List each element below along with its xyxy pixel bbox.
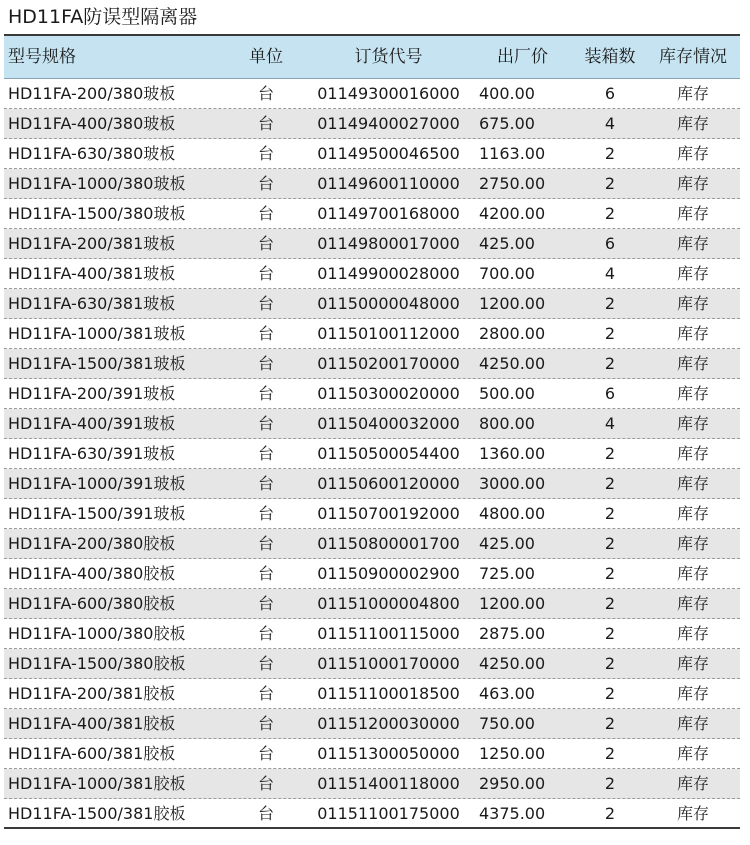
cell-model: HD11FA-200/380玻板	[8, 84, 176, 103]
cell-model: HD11FA-200/391玻板	[8, 384, 176, 403]
cell-model: HD11FA-1500/380胶板	[8, 654, 186, 673]
cell-model: HD11FA-1000/391玻板	[8, 474, 186, 493]
cell-price: 2950.00	[479, 774, 546, 793]
cell-order-code: 01151400118000	[317, 774, 460, 793]
cell-model: HD11FA-400/381胶板	[8, 714, 176, 733]
table-row	[4, 769, 740, 799]
cell-price: 4375.00	[479, 804, 546, 823]
cell-stock: 库存	[676, 204, 709, 223]
cell-order-code: 01151100115000	[317, 624, 460, 643]
cell-order-code: 01150300020000	[317, 384, 460, 403]
cell-order-code: 01150700192000	[317, 504, 460, 523]
cell-price: 700.00	[479, 264, 535, 283]
cell-stock: 库存	[676, 654, 709, 673]
cell-order-code: 01149400027000	[317, 114, 460, 133]
cell-pack-qty: 2	[604, 714, 616, 733]
cell-stock: 库存	[676, 324, 709, 343]
header-pack-qty: 装箱数	[584, 47, 636, 67]
cell-pack-qty: 2	[604, 804, 616, 823]
cell-stock: 库存	[676, 504, 709, 523]
cell-stock: 库存	[676, 114, 709, 133]
cell-model: HD11FA-400/380玻板	[8, 114, 176, 133]
cell-model: HD11FA-200/380胶板	[8, 534, 176, 553]
table-body	[4, 79, 740, 829]
cell-pack-qty: 2	[604, 624, 616, 643]
cell-model: HD11FA-1500/381胶板	[8, 804, 186, 823]
cell-unit: 台	[257, 564, 274, 583]
cell-unit: 台	[257, 414, 274, 433]
cell-price: 1200.00	[479, 594, 546, 613]
table-row	[4, 109, 740, 139]
cell-stock: 库存	[676, 444, 709, 463]
table-row	[4, 619, 740, 649]
cell-model: HD11FA-600/381胶板	[8, 744, 176, 763]
cell-model: HD11FA-630/391玻板	[8, 444, 176, 463]
cell-pack-qty: 2	[604, 504, 616, 523]
table-row	[4, 79, 740, 109]
cell-order-code: 01150600120000	[317, 474, 460, 493]
cell-order-code: 01150200170000	[317, 354, 460, 373]
cell-stock: 库存	[676, 624, 709, 643]
table-row	[4, 799, 740, 829]
cell-order-code: 01151100018500	[317, 684, 460, 703]
cell-model: HD11FA-630/381玻板	[8, 294, 176, 313]
cell-order-code: 01149800017000	[317, 234, 460, 253]
cell-unit: 台	[257, 804, 274, 823]
cell-price: 1250.00	[479, 744, 546, 763]
table-row	[4, 559, 740, 589]
cell-unit: 台	[257, 504, 274, 523]
table-row	[4, 439, 740, 469]
cell-stock: 库存	[676, 234, 709, 253]
cell-price: 4250.00	[479, 354, 546, 373]
table-row	[4, 199, 740, 229]
cell-stock: 库存	[676, 474, 709, 493]
table-row	[4, 589, 740, 619]
cell-order-code: 01149300016000	[317, 84, 460, 103]
table-row	[4, 169, 740, 199]
cell-order-code: 01149500046500	[317, 144, 460, 163]
cell-stock: 库存	[676, 594, 709, 613]
cell-stock: 库存	[676, 804, 709, 823]
page-title: HD11FA防误型隔离器	[8, 6, 198, 28]
cell-model: HD11FA-600/380胶板	[8, 594, 176, 613]
table-row	[4, 349, 740, 379]
cell-order-code: 01151000004800	[317, 594, 460, 613]
cell-price: 4800.00	[479, 504, 546, 523]
cell-stock: 库存	[676, 84, 709, 103]
cell-unit: 台	[257, 474, 274, 493]
table-row	[4, 139, 740, 169]
cell-pack-qty: 4	[604, 264, 616, 283]
table-row	[4, 229, 740, 259]
cell-order-code: 01150100112000	[317, 324, 460, 343]
cell-price: 425.00	[479, 534, 535, 553]
header-model: 型号规格	[8, 47, 76, 67]
cell-unit: 台	[257, 744, 274, 763]
cell-price: 1200.00	[479, 294, 546, 313]
cell-model: HD11FA-630/380玻板	[8, 144, 176, 163]
table-row	[4, 259, 740, 289]
cell-unit: 台	[257, 324, 274, 343]
cell-unit: 台	[257, 204, 274, 223]
cell-stock: 库存	[676, 294, 709, 313]
cell-model: HD11FA-1500/380玻板	[8, 204, 186, 223]
cell-stock: 库存	[676, 774, 709, 793]
cell-pack-qty: 6	[604, 84, 616, 103]
cell-unit: 台	[257, 144, 274, 163]
cell-model: HD11FA-1000/380玻板	[8, 174, 186, 193]
cell-stock: 库存	[676, 384, 709, 403]
cell-price: 2800.00	[479, 324, 546, 343]
table-row	[4, 289, 740, 319]
cell-stock: 库存	[676, 684, 709, 703]
cell-pack-qty: 2	[604, 324, 616, 343]
cell-unit: 台	[257, 264, 274, 283]
cell-pack-qty: 2	[604, 744, 616, 763]
cell-stock: 库存	[676, 264, 709, 283]
cell-model: HD11FA-1500/391玻板	[8, 504, 186, 523]
cell-price: 4250.00	[479, 654, 546, 673]
cell-order-code: 01151300050000	[317, 744, 460, 763]
table-row	[4, 499, 740, 529]
table-header-row	[4, 36, 740, 79]
cell-price: 500.00	[479, 384, 535, 403]
table-row	[4, 319, 740, 349]
cell-order-code: 01149700168000	[317, 204, 460, 223]
cell-unit: 台	[257, 354, 274, 373]
cell-stock: 库存	[676, 174, 709, 193]
table-row	[4, 679, 740, 709]
cell-stock: 库存	[676, 354, 709, 373]
cell-price: 3000.00	[479, 474, 546, 493]
cell-order-code: 01149900028000	[317, 264, 460, 283]
cell-stock: 库存	[676, 414, 709, 433]
cell-price: 750.00	[479, 714, 535, 733]
cell-order-code: 01150400032000	[317, 414, 460, 433]
cell-unit: 台	[257, 774, 274, 793]
cell-pack-qty: 4	[604, 414, 616, 433]
cell-unit: 台	[257, 84, 274, 103]
cell-model: HD11FA-1500/381玻板	[8, 354, 186, 373]
cell-unit: 台	[257, 444, 274, 463]
cell-price: 725.00	[479, 564, 535, 583]
cell-unit: 台	[257, 624, 274, 643]
cell-unit: 台	[257, 654, 274, 673]
cell-price: 400.00	[479, 84, 535, 103]
cell-price: 800.00	[479, 414, 535, 433]
cell-pack-qty: 6	[604, 384, 616, 403]
cell-price: 2750.00	[479, 174, 546, 193]
cell-order-code: 01149600110000	[317, 174, 460, 193]
cell-unit: 台	[257, 234, 274, 253]
cell-unit: 台	[257, 714, 274, 733]
cell-pack-qty: 2	[604, 564, 616, 583]
cell-unit: 台	[257, 594, 274, 613]
header-unit: 单位	[249, 47, 283, 67]
cell-model: HD11FA-200/381玻板	[8, 234, 176, 253]
header-order-code: 订货代号	[354, 47, 423, 67]
cell-order-code: 01150000048000	[317, 294, 460, 313]
cell-pack-qty: 2	[604, 594, 616, 613]
cell-order-code: 01150800001700	[317, 534, 460, 553]
table-row	[4, 649, 740, 679]
cell-stock: 库存	[676, 714, 709, 733]
cell-pack-qty: 2	[604, 174, 616, 193]
table-row	[4, 409, 740, 439]
cell-unit: 台	[257, 534, 274, 553]
cell-unit: 台	[257, 684, 274, 703]
cell-pack-qty: 2	[604, 204, 616, 223]
cell-order-code: 01150500054400	[317, 444, 460, 463]
cell-model: HD11FA-400/391玻板	[8, 414, 176, 433]
cell-pack-qty: 2	[604, 474, 616, 493]
table-row	[4, 469, 740, 499]
cell-stock: 库存	[676, 564, 709, 583]
cell-price: 425.00	[479, 234, 535, 253]
product-table	[4, 34, 740, 829]
cell-stock: 库存	[676, 534, 709, 553]
cell-pack-qty: 2	[604, 774, 616, 793]
cell-price: 1360.00	[479, 444, 546, 463]
table-row	[4, 529, 740, 559]
cell-price: 4200.00	[479, 204, 546, 223]
cell-order-code: 01150900002900	[317, 564, 460, 583]
cell-pack-qty: 2	[604, 654, 616, 673]
cell-price: 1163.00	[479, 144, 546, 163]
cell-unit: 台	[257, 114, 274, 133]
cell-model: HD11FA-1000/380胶板	[8, 624, 186, 643]
cell-unit: 台	[257, 384, 274, 403]
cell-order-code: 01151200030000	[317, 714, 460, 733]
cell-unit: 台	[257, 294, 274, 313]
cell-model: HD11FA-200/381胶板	[8, 684, 176, 703]
cell-order-code: 01151000170000	[317, 654, 460, 673]
cell-pack-qty: 2	[604, 294, 616, 313]
cell-model: HD11FA-1000/381玻板	[8, 324, 186, 343]
cell-pack-qty: 4	[604, 114, 616, 133]
cell-stock: 库存	[676, 744, 709, 763]
header-stock: 库存情况	[659, 47, 727, 67]
cell-pack-qty: 2	[604, 144, 616, 163]
cell-pack-qty: 2	[604, 444, 616, 463]
cell-pack-qty: 2	[604, 354, 616, 373]
cell-price: 463.00	[479, 684, 535, 703]
table-row	[4, 739, 740, 769]
table-row	[4, 379, 740, 409]
cell-pack-qty: 6	[604, 234, 616, 253]
cell-model: HD11FA-1000/381胶板	[8, 774, 186, 793]
cell-pack-qty: 2	[604, 534, 616, 553]
cell-price: 2875.00	[479, 624, 546, 643]
cell-order-code: 01151100175000	[317, 804, 460, 823]
cell-price: 675.00	[479, 114, 535, 133]
cell-model: HD11FA-400/381玻板	[8, 264, 176, 283]
cell-pack-qty: 2	[604, 684, 616, 703]
cell-model: HD11FA-400/380胶板	[8, 564, 176, 583]
cell-stock: 库存	[676, 144, 709, 163]
header-price: 出厂价	[497, 47, 548, 67]
table-row	[4, 709, 740, 739]
cell-unit: 台	[257, 174, 274, 193]
